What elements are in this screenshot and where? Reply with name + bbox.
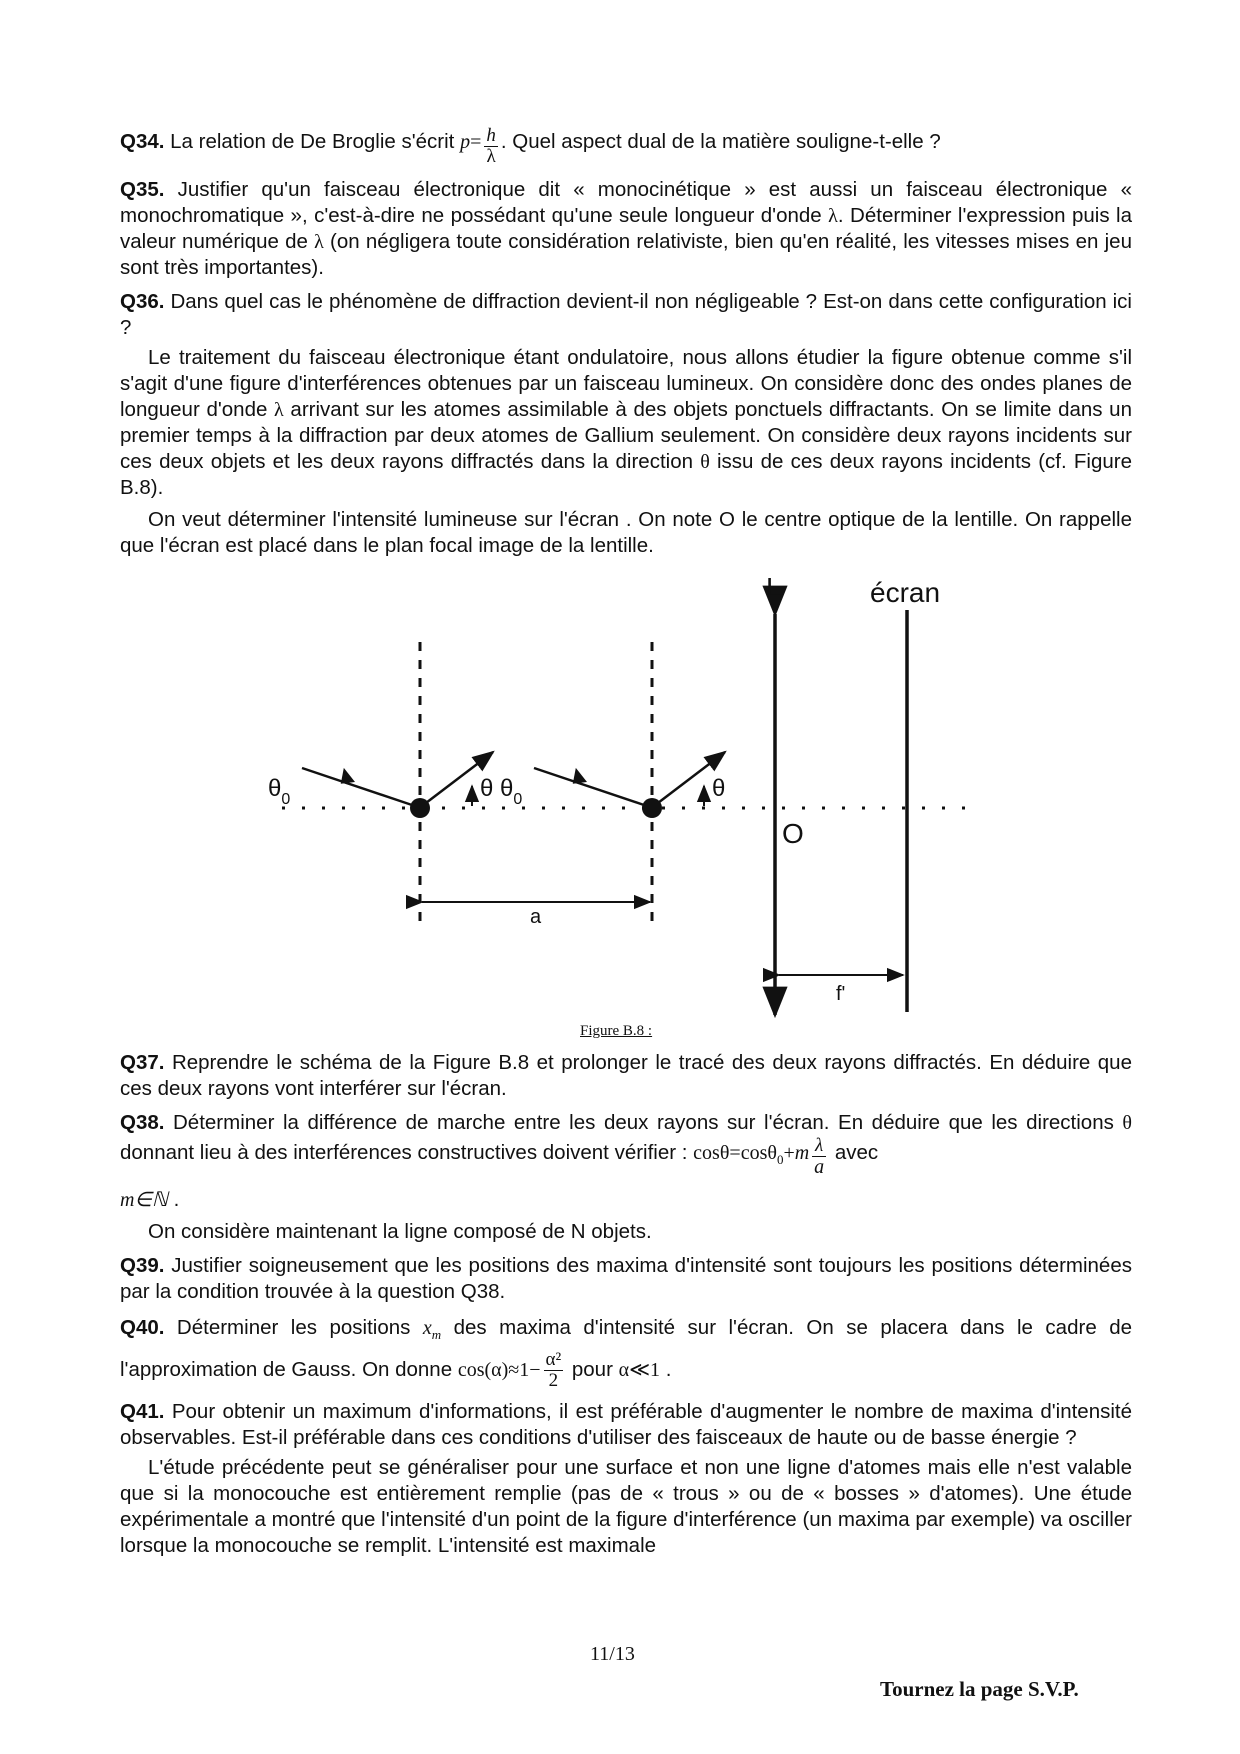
paragraph-3: On considère maintenant la ligne composé de N objets.: [148, 1220, 652, 1243]
question-q36: Q36. Dans quel cas le phénomène de diffraction devient-il non négligeable ? Est-on dans cette configuration ici ?: [120, 290, 1132, 339]
paragraph-1: Le traitement du faisceau électronique étant ondulatoire, nous allons étudier la figure obtenue comme s'il s'agit d'une figure d'interférences obtenues par un faisceau lumineux. On considère donc des ondes planes de longueur d'onde λ arrivant sur les atomes assimilable à des objets ponctuels diffractants. On se limite dans un premier temps à la diffraction par deux atomes de Gallium seulement. On considère deux rayons incidents sur ces deux objets et les deux rayons diffractés dans la direction θ issu de ces deux rayons incidents (cf. Figure B.8).: [120, 346, 1132, 499]
q39-label: Q39.: [120, 1254, 165, 1277]
q41-label: Q41.: [120, 1400, 165, 1424]
next-page-note: Tournez la page S.V.P.: [880, 1677, 1079, 1701]
atom-2: [642, 798, 662, 818]
question-q35: Q35. Justifier qu'un faisceau électronique dit « monocinétique » est aussi un faisceau électronique « monochromatique », c'est-à-dire ne possédant qu'une seule longueur d'onde λ. Déterminer l'expression puis la valeur numérique de λ (on négligera toute considération relativiste, bien qu'en réalité, les vitesses mises en jeu sont très importantes).: [120, 178, 1132, 279]
question-q40: Q40. Déterminer les positions $x_m$ des maxima d'intensité sur l'écran. On se placera dans le cadre de l'approximation de Gauss. On donne cos(α)≈1− $\frac{\text{α²}}{2}$ pour α≪1 .: [120, 1316, 1132, 1392]
focal-label: f': [836, 983, 846, 1005]
paragraph-2: On veut déterminer l'intensité lumineuse sur l'écran . On note O le centre optique de la lentille. On rappelle que l'écran est placé dans le plan focal image de la lentille.: [120, 508, 1132, 557]
q40-fraction: $\frac{\text{α²}}{2}$: [545, 1349, 562, 1392]
q40-label: Q40.: [120, 1316, 165, 1339]
question-q39: Q39. Justifier soigneusement que les positions des maxima d'intensité sont toujours les positions déterminées par la condition trouvée à la question Q38.: [120, 1254, 1132, 1303]
q38-fraction: $\frac{\lambda}{a}$: [814, 1135, 825, 1178]
atom-1: [410, 798, 430, 818]
spacing-label: a: [530, 906, 542, 928]
incident-ray-2: [534, 768, 644, 805]
question-q34: Q34. La relation de De Broglie s'écrit p= $\frac{h}{\lambda}$ . Quel aspect dual de la matière souligne-t-elle ?: [120, 125, 941, 167]
page-number: 11/13: [590, 1643, 635, 1665]
theta0-label-1: $\theta_0$: [268, 775, 291, 808]
incident-ray-1: [302, 768, 412, 805]
q35-label: Q35.: [120, 178, 165, 201]
q37-label: Q37.: [120, 1051, 165, 1074]
question-q37: Q37. Reprendre le schéma de la Figure B.8 et prolonger le tracé des deux rayons diffractés. En déduire que ces deux rayons vont interférer sur l'écran.: [120, 1051, 1132, 1100]
question-q41: Q41. Pour obtenir un maximum d'informations, il est préférable d'augmenter le nombre de maxima d'intensité observables. Est-il préférable dans ces conditions d'utiliser des faisceaux de haute ou de basse énergie ?: [120, 1400, 1132, 1450]
theta-label-2: θ: [712, 775, 726, 802]
question-q38: Q38. Déterminer la différence de marche entre les deux rayons sur l'écran. En déduire que les directions θ donnant lieu à des interférences constructives doivent vérifier : cosθ=cosθ$_0$+m $\frac{\lambda}{a}$ avec m∈ℕ .: [120, 1111, 1132, 1211]
theta-label-1: θ: [480, 775, 494, 802]
page-content-bottom: [120, 1050, 1132, 1559]
screen-label: écran: [870, 577, 941, 608]
q34-label: Q34.: [120, 130, 165, 153]
center-label: O: [782, 818, 804, 849]
q36-label: Q36.: [120, 290, 165, 313]
q34-fraction: $\frac{h}{\lambda}$: [486, 125, 496, 167]
figure-caption: Figure B.8 :: [580, 1023, 653, 1039]
lens-label: L: [766, 572, 782, 603]
paragraph-4: L'étude précédente peut se généraliser pour une surface et non une ligne d'atomes mais elle n'est valable que si la monocouche est entièrement remplie (pas de « trous » ou de « bosses » d'atomes). Une étude expérimentale a montré que l'intensité d'un point de la figure d'interférence (un maxima par exemple) va osciller lorsque la monocouche se remplit. L'intensité est maximale: [120, 1456, 1132, 1558]
q38-label: Q38.: [120, 1111, 165, 1134]
theta0-label-2: $\theta_0$: [500, 775, 523, 808]
